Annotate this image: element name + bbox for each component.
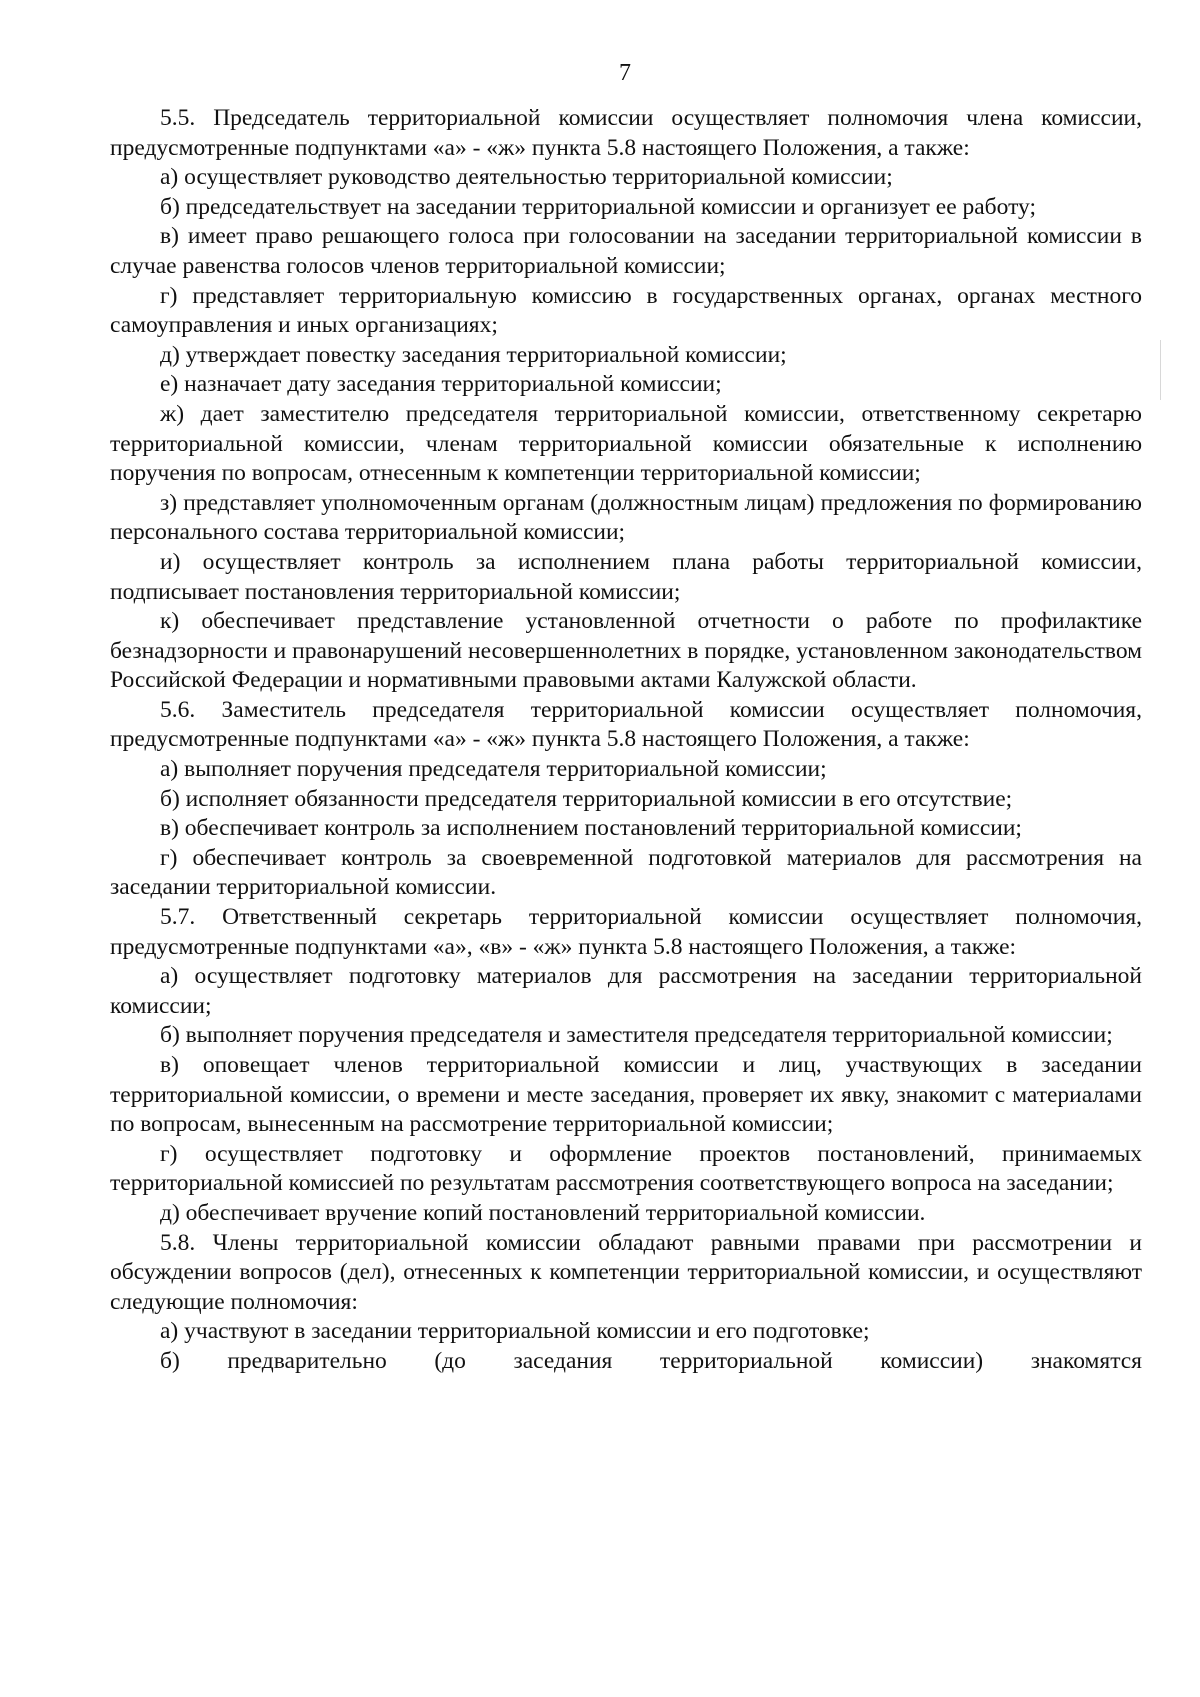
paragraph-5-5-d: д) утверждает повестку заседания территориальной комиссии; — [160, 341, 787, 368]
paragraph-5-6-v: в) обеспечивает контроль за исполнением постановлений территориальной комиссии; — [160, 815, 1022, 842]
paragraph-5-5-zh: ж) дает заместителю председателя территориальной комиссии, ответственному секретарю территориальной комиссии, членам территориальной комиссии обязательные к исполнению поручения по вопросам, отнесенным к компетенции территориальной комиссии; — [110, 400, 1142, 487]
paragraph-5-5-v: в) имеет право решающего голоса при голосовании на заседании территориальной комиссии в случае равенства голосов членов территориальной комиссии; — [110, 223, 1142, 279]
paragraph-5-7: 5.7. Ответственный секретарь территориальной комиссии осуществляет полномочия, предусмотренные подпунктами «а», «в» - «ж» пункта 5.8 настоящего Положения, а также: — [110, 904, 1142, 960]
paragraph-5-7-v: в) оповещает членов территориальной комиссии и лиц, участвующих в заседании территориальной комиссии, о времени и месте заседания, проверяет их явку, знакомит с материалами по вопросам, вынесенным на рассмотрение территориальной комиссии; — [110, 1052, 1142, 1138]
paragraph-5-5: 5.5. Председатель территориальной комиссии осуществляет полномочия члена комиссии, предусмотренные подпунктами «а» - «ж» пункта 5.8 настоящего Положения, а также: — [110, 105, 1142, 161]
paragraph-5-5-a: а) осуществляет руководство деятельностью территориальной комиссии; — [160, 164, 893, 191]
paragraph-5-5-z: з) представляет уполномоченным органам (должностным лицам) предложения по формированию персонального состава территориальной комиссии; — [110, 489, 1142, 546]
paragraph-5-8-b: б) предварительно (до заседания территориальной комиссии) знакомятся — [160, 1347, 1142, 1374]
paragraph-5-5-e: е) назначает дату заседания территориальной комиссии; — [160, 371, 722, 398]
paragraph-5-5-b: б) председательствует на заседании территориальной комиссии и организует ее работу; — [160, 193, 1037, 220]
paragraph-5-8-a: а) участвуют в заседании территориальной комиссии и его подготовке; — [160, 1318, 870, 1345]
paragraph-5-5-g: г) представляет территориальную комиссию в государственных органах, органах местного самоуправления и иных организациях; — [110, 282, 1142, 339]
scan-mark — [1160, 340, 1161, 400]
paragraph-5-5-i: и) осуществляет контроль за исполнением плана работы территориальной комиссии, подписывает постановления территориальной комиссии; — [110, 548, 1142, 605]
paragraph-5-6-b: б) исполняет обязанности председателя территориальной комиссии в его отсутствие; — [160, 785, 1013, 812]
paragraph-5-8: 5.8. Члены территориальной комиссии обладают равными правами при рассмотрении и обсуждении вопросов (дел), отнесенных к компетенции территориальной комиссии, и осуществляют следующие полномочия: — [110, 1229, 1142, 1315]
document-body — [110, 104, 1142, 1377]
paragraph-5-5-k: к) обеспечивает представление установленной отчетности о работе по профилактике безнадзорности и правонарушений несовершеннолетних в порядке, установленном законодательством Российской Федерации и нормативными правовыми актами Калужской области. — [110, 608, 1142, 694]
page-number: 7 — [619, 60, 631, 86]
paragraph-5-6-a: а) выполняет поручения председателя территориальной комиссии; — [160, 756, 827, 783]
paragraph-5-7-g: г) осуществляет подготовку и оформление проектов постановлений, принимаемых территориальной комиссией по результатам рассмотрения соответствующего вопроса на заседании; — [110, 1140, 1142, 1197]
paragraph-5-7-a: а) осуществляет подготовку материалов для рассмотрения на заседании территориальной комиссии; — [110, 963, 1142, 1019]
paragraph-5-7-b: б) выполняет поручения председателя и заместителя председателя территориальной комиссии; — [160, 1022, 1113, 1049]
paragraph-5-6-g: г) обеспечивает контроль за своевременной подготовкой материалов для рассмотрения на заседании территориальной комиссии. — [110, 844, 1142, 901]
paragraph-5-7-d: д) обеспечивает вручение копий постановлений территориальной комиссии. — [160, 1199, 926, 1226]
paragraph-5-6: 5.6. Заместитель председателя территориальной комиссии осуществляет полномочия, предусмотренные подпунктами «а» - «ж» пункта 5.8 настоящего Положения, а также: — [110, 696, 1142, 753]
